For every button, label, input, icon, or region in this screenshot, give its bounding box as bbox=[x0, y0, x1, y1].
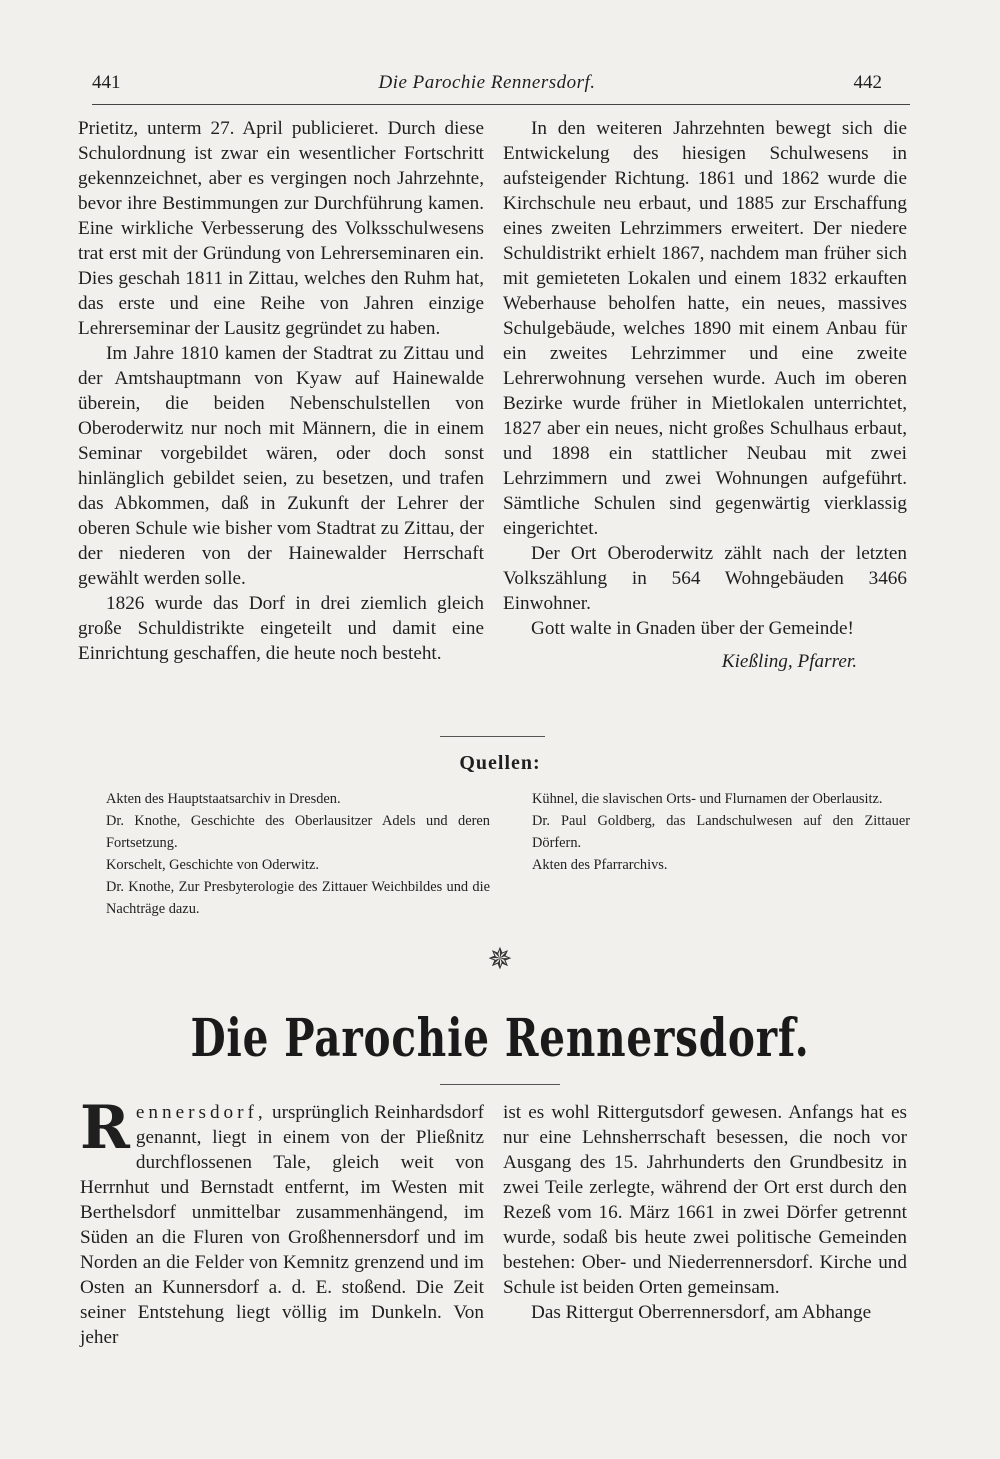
paragraph: Im Jahre 1810 kamen der Stadtrat zu Zittau und der Amtshauptmann von Kyaw auf Hainewalde überein, die beiden Nebenschulstellen von Oberoderwitz nur noch mit Männern, die in einem Seminar vorgebildet wären, oder doch sonst hinlänglich gebildet seien, zu besetzen, und trafen das Abkommen, daß in Zukunft der Lehrer der oberen Schule wie bisher vom Stadtrat zu Zittau, der der niederen von der Hainewalder Herrschaft gewählt werden solle. bbox=[78, 343, 484, 589]
page-number-right: 442 bbox=[853, 72, 882, 93]
source-entry: Dr. Knothe, Geschichte des Oberlausitzer Adels und deren Fortsetzung. bbox=[106, 813, 490, 851]
header-rule bbox=[92, 104, 910, 105]
paragraph: Gott walte in Gnaden über der Gemeinde! bbox=[531, 618, 854, 639]
sources-left-column bbox=[90, 788, 490, 920]
article-title: Die Parochie Rennersdorf. bbox=[190, 1008, 810, 1069]
right-text-column bbox=[503, 116, 907, 674]
article-paragraph: Das Rittergut Oberrennersdorf, am Abhange bbox=[531, 1302, 872, 1323]
article-text: ursprünglich Reinhardsdorf genannt, liegt in einem von der Pließnitz durchflossenen Tale, gleich weit von Herrnhut und Bernstadt entfernt, im Westen mit Berthelsdorf unmittelbar zusammenhängend, im Süden an die Fluren von Großhennersdorf und im Norden an die Felder von Kemnitz grenzend und im Osten an Kunnersdorf a. d. E. stoßend. Die Zeit seiner Entstehung liegt völlig im Dunkeln. Von jeher bbox=[80, 1102, 484, 1348]
sources-heading: Quellen: bbox=[459, 752, 541, 774]
drop-capital: R bbox=[80, 1093, 130, 1163]
paragraph: 1826 wurde das Dorf in drei ziemlich gleich große Schuldistrikte eingeteilt und damit eine Einrichtung geschaffen, die heute noch besteht. bbox=[78, 593, 484, 664]
source-entry: Dr. Paul Goldberg, das Landschulwesen auf den Zittauer Dörfern. bbox=[532, 813, 910, 851]
left-text-column bbox=[78, 116, 484, 666]
article-right-column bbox=[503, 1100, 907, 1325]
source-entry: Akten des Hauptstaatsarchiv in Dresden. bbox=[106, 791, 341, 807]
first-word: ennersdorf, bbox=[135, 1102, 267, 1123]
paragraph: Prietitz, unterm 27. April publicieret. Durch diese Schulordnung ist zwar ein wesentlicher Fortschritt gekennzeichnet, aber es vergingen noch Jahrzehnte, bevor ihre Bestimmungen zur Durchführung kamen. Eine wirkliche Verbesserung des Volksschulwesens trat erst mit der Gründung von Lehrerseminaren ein. Dies geschah 1811 in Zittau, welches den Ruhm hat, das erste und eine Reihe von Jahren einzige Lehrerseminar der Lausitz gegründet zu haben. bbox=[78, 118, 484, 339]
paragraph: In den weiteren Jahrzehnten bewegt sich die Entwickelung des hiesigen Schulwesens in aufsteigender Richtung. 1861 und 1862 wurde die Kirchschule neu erbaut, und 1885 zur Erschaffung eines zweiten Lehrzimmers erweitert. Der niedere Schuldistrikt erhielt 1867, nachdem man früher sich mit gemieteten Lokalen und einem 1832 erkauften Weberhause beholfen hatte, ein neues, massives Schulgebäude, welches 1890 mit einem Anbau für ein zweites Lehrzimmer und eine zweite Lehrerwohnung versehen wurde. Auch im oberen Bezirke wurde früher in Mietlokalen unterrichtet, 1827 aber ein neues, nicht großes Schulhaus erbaut, und 1898 ein stattlicher Neubau mit zwei Lehrzimmern und zwei Wohnungen aufgeführt. Sämtliche Schulen sind gegenwärtig vierklassig eingerichtet. bbox=[503, 118, 907, 539]
running-header bbox=[92, 72, 882, 102]
paragraph: Der Ort Oberoderwitz zählt nach der letzten Volkszählung in 564 Wohngebäuden 3466 Einwohner. bbox=[503, 543, 907, 614]
article-left-column bbox=[80, 1093, 484, 1350]
article-paragraph bbox=[80, 1093, 484, 1350]
source-entry: Kühnel, die slavischen Orts- und Flurnamen der Oberlausitz. bbox=[532, 791, 883, 807]
source-entry: Akten des Pfarrarchivs. bbox=[532, 857, 668, 873]
ornament-icon: ✵ bbox=[487, 942, 513, 977]
running-title: Die Parochie Rennersdorf. bbox=[378, 72, 596, 93]
section-divider bbox=[440, 736, 545, 737]
signature: Kießling, Pfarrer. bbox=[721, 651, 857, 672]
source-entry: Dr. Knothe, Zur Presbyterologie des Zittauer Weichbildes und die Nachträge dazu. bbox=[106, 879, 490, 917]
page-number-left: 441 bbox=[92, 72, 121, 93]
source-entry: Korschelt, Geschichte von Oderwitz. bbox=[106, 857, 319, 873]
title-divider bbox=[440, 1084, 560, 1085]
article-paragraph: ist es wohl Rittergutsdorf gewesen. Anfangs hat es nur eine Lehnsherrschaft besessen, die noch vor Ausgang des 15. Jahrhunderts den Grundbesitz in zwei Teile zerlegte, während der Ort erst durch den Rezeß vom 16. März 1661 in zwei Dörfer getrennt wurde, sodaß bis heute zwei politische Gemeinden bestehen: Ober- und Niederrennersdorf. Kirche und Schule ist beiden Orten gemeinsam. bbox=[503, 1102, 907, 1298]
sources-right-column bbox=[516, 788, 910, 876]
